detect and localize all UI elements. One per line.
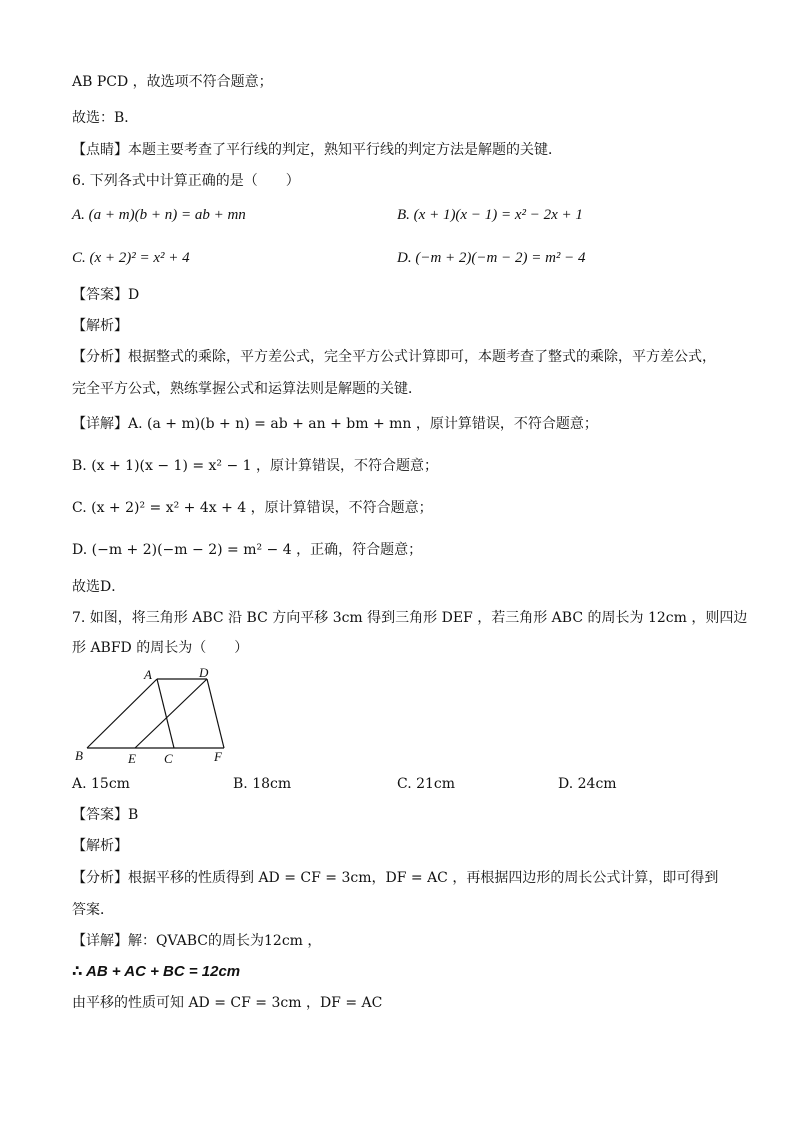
analysis-heading: 【解析】 (72, 838, 128, 854)
option-7d: D. 24cm (558, 776, 617, 792)
text-line: 完全平方公式，熟练掌握公式和运算法则是解题的关键． (72, 381, 422, 397)
question-7-stem-cont: 形 ABFD 的周长为（ ） (72, 640, 249, 656)
detail-6c: C. (x + 2)² = x² + 4x + 4 ，原计算错误，不符合题意； (72, 500, 433, 516)
label-a: A (144, 667, 152, 682)
option-6d: D. (−m + 2)(−m − 2) = m² − 4 (397, 250, 586, 266)
option-6b: B. (x + 1)(x − 1) = x² − 2x + 1 (397, 207, 583, 223)
detail-7b: ∴ AB + AC + BC = 12cm (72, 963, 241, 980)
option-6c: C. (x + 2)² = x² + 4 (72, 250, 190, 266)
answer-7: 【答案】B (72, 807, 139, 823)
text-line: 【点睛】本题主要考查了平行线的判定，熟知平行线的判定方法是解题的关键． (72, 142, 562, 158)
detail-6a: 【详解】A. (a + m)(b + n) = ab + an + bm + mn ，原计算错误，不符合题意； (72, 416, 598, 432)
text-line: 【分析】根据平移的性质得到 AD = CF = 3cm，DF = AC ，再根据四边形的周长公式计算，即可得到 (72, 870, 719, 886)
question-7-stem: 7. 如图，将三角形 ABC 沿 BC 方向平移 3cm 得到三角形 DEF ，若三角形 ABC 的周长为 12cm ，则四边 (72, 610, 748, 626)
question-6-stem: 6. 下列各式中计算正确的是（ ） (72, 173, 300, 189)
option-7b: B. 18cm (233, 776, 292, 792)
detail-6d: D. (−m + 2)(−m − 2) = m² − 4 ，正确，符合题意； (72, 542, 423, 558)
segment-df (207, 679, 224, 748)
detail-6b: B. (x + 1)(x − 1) = x² − 1 ，原计算错误，不符合题意； (72, 458, 439, 474)
answer-6: 【答案】D (72, 287, 140, 303)
option-6a: A. (a + m)(b + n) = ab + mn (72, 207, 246, 223)
label-d: D (199, 665, 209, 680)
detail-7a: 【详解】解：QVABC的周长为12cm ， (72, 933, 322, 949)
label-c: C (164, 751, 173, 766)
label-e: E (128, 751, 136, 766)
text-line: AB PCD ，故选项不符合题意； (72, 74, 273, 90)
option-7c: C. 21cm (397, 776, 456, 792)
detail-7c: 由平移的性质可知 AD = CF = 3cm ，DF = AC (72, 995, 383, 1011)
label-f: F (214, 749, 222, 764)
text-line: 故选：B． (72, 110, 139, 126)
text-line: 【分析】根据整式的乘除，平方差公式，完全平方公式计算即可，本题考查了整式的乘除，平方差公式， (72, 349, 716, 365)
option-7a: A. 15cm (72, 776, 130, 792)
label-b: B (75, 748, 83, 763)
analysis-heading: 【解析】 (72, 318, 128, 334)
translation-figure (72, 662, 242, 770)
text-line: 答案． (72, 902, 114, 918)
text-line: 故选D． (72, 579, 126, 595)
